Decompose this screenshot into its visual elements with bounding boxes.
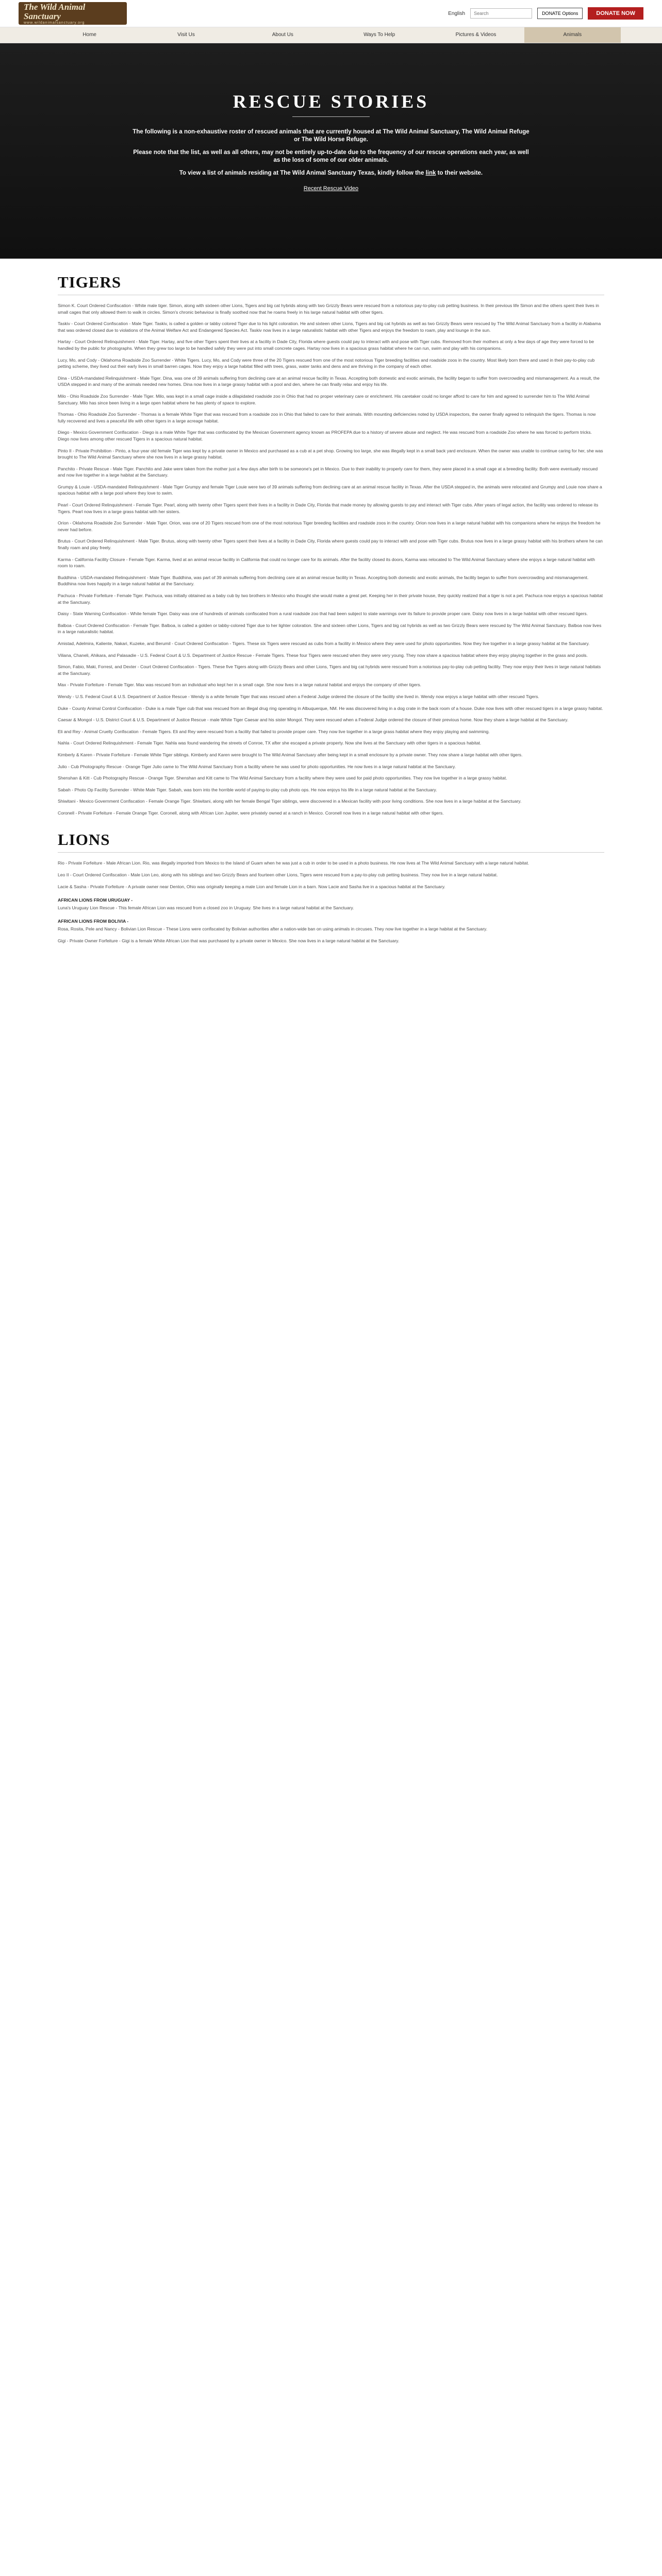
main-nav <box>0 27 662 43</box>
animal-entry: Leo II - Court Ordered Confiscation - Male Lion Leo, along with his siblings and two Grizzly Bears and fourteen other Lions, Tigers were rescued from a pay-to-play cub petting business. They now live in a large natural habitat. <box>58 872 498 878</box>
animal-entry: Shiwitani - Mexico Government Confiscation - Female Orange Tiger. Shiwitani, along with her female Bengal Tiger siblings, were discovered in a Mexican facility with poor living conditions. She now lives in a large habitat at the Sanctuary. <box>58 799 522 804</box>
animal-entry: Julio - Cub Photography Rescue - Orange Tiger Julio came to The Wild Animal Sanctuary from a facility where he was used for photo opportunities. He now lives in a large natural habitat at the Sanctuary. <box>58 764 456 769</box>
animal-entry: Brutus - Court Ordered Relinquishment - Male Tiger. Brutus, along with twenty other Tigers spent their lives at a facility in Dade City, Florida where guests could pay to interact with and pose with Tiger cubs. Brutus now lives in a large grassy habitat with his brothers where he can finally roam and play freely. <box>58 538 603 551</box>
animal-entry: Panchito - Private Rescue - Male Tiger. Panchito and Jake were taken from the mother just a few days after birth to be someone's pet in Mexico. Due to their inability to properly care for them, they were placed in a small cage at a breeding facility. Both were eventually rescued and now live together in a large habitat at the Sanctuary. <box>58 466 598 478</box>
page-title: RESCUE STORIES <box>233 91 429 112</box>
subsection-heading: AFRICAN LIONS FROM URUGUAY - <box>58 897 133 903</box>
animal-entry: Rosa, Rosita, Pele and Nancy - Bolivian Lion Rescue - These Lions were confiscated by Bolivian authorities after a nation-wide ban on using animals in circuses. They now live together in a large habitat at the Sanctuary. <box>58 926 488 932</box>
nav-item-pictures-videos[interactable]: Pictures & Videos <box>455 32 496 38</box>
animal-entry: Buddhina - USDA-mandated Relinquishment - Male Tiger. Buddhina, was part of 39 animals suffering from declining care at an animal rescue facility in Texas. Accepting both domestic and exotic animals, the facility began to suffer from overcrowding and mismanagement. Buddhina now lives happily in a large natural habitat at the Sanctuary. <box>58 574 589 587</box>
animal-entry: Orion - Oklahoma Roadside Zoo Surrender - Male Tiger. Orion, was one of 20 Tigers rescued from one of the most notorious Tiger breeding facilities and roadside zoos in the country. Orion now lives in a large natural habitat with his companions where he enjoys the freedom he never had before. <box>58 520 601 532</box>
animal-entry: Diego - Mexico Government Confiscation - Diego is a male White Tiger that was confiscated by the Mexican Government agency known as PROFEPA due to a history of severe abuse and neglect. He was rescued from a roadside Zoo where he was forced to perform tricks. Diego now lives among other rescued Tigers in a spacious natural habitat. <box>58 430 592 442</box>
top-right-controls <box>448 7 643 20</box>
animal-entry: Wendy - U.S. Federal Court & U.S. Department of Justice Rescue - Wendy is a white female Tiger that was rescued when a Federal Judge ordered the closure of the facility she lived in. Wendy now enjoys a large habitat with other rescued Tigers. <box>58 693 539 699</box>
search-input[interactable] <box>470 8 532 19</box>
logo-url: www.wildanimalsanctuary.org <box>24 21 85 25</box>
intro-paragraph: The following is a non-exhaustive roster of rescued animals that are currently housed at The Wild Animal Sanctuary, The Wild Animal Refuge or The Wild Horse Refuge. <box>133 129 529 143</box>
animal-entry: Pachuca - Private Forfeiture - Female Tiger. Pachuca, was initially obtained as a baby cub by two brothers in Mexico who thought she would make a great pet. Keeping her in their private house, they quickly realized that a tiger is not a pet. Pachuca now enjoys a spacious habitat at the Sanctuary. <box>58 593 603 605</box>
animal-entry: Daisy - State Warning Confiscation - White female Tiger. Daisy was one of hundreds of animals confiscated from a rural roadside zoo that had been subject to state warnings over its failure to provide proper care. Daisy now lives in a large habitat with other rescued tigers. <box>58 611 588 617</box>
content-sections <box>0 273 662 944</box>
animal-entry: Coronell - Private Forfeiture - Female Orange Tiger. Coronell, along with African Lion Jupiter, were privately owned at a ranch in Mexico. Coronell now lives in a large natural habitat with other tigers. <box>58 810 444 816</box>
subsection-heading: AFRICAN LIONS FROM BOLIVIA - <box>58 919 129 924</box>
animal-entry: Lacie & Sasha - Private Forfeiture - A private owner near Denton, Ohio was originally keeping a male Lion and female Lion in a barn. Now Lacie and Sasha live in a spacious habitat at the Sanctuary. <box>58 884 445 889</box>
animal-entry: Kimberly & Karen - Private Forfeiture - Female White Tiger siblings. Kimberly and Karen were brought to The Wild Animal Sanctuary after being kept in a small enclosure by a private owner. They now share a large habitat with other tigers. <box>58 752 523 757</box>
nav-item-animals[interactable]: Animals <box>524 27 621 43</box>
animal-entry: Max - Private Forfeiture - Female Tiger. Max was rescued from an individual who kept her in a small cage. She now lives in a large natural habitat and enjoys the company of other tigers. <box>58 682 422 688</box>
section-title: TIGERS <box>58 273 122 291</box>
animal-entry: Sabah - Photo Op Facility Surrender - White Male Tiger. Sabah, was born into the horrible world of paying-to-play cub photo ops. He now enjoys his life in a large natural habitat at the Sanctuary. <box>58 787 437 792</box>
section-title: LIONS <box>58 831 110 849</box>
animal-entry: Hartay - Court Ordered Relinquishment - Male Tiger. Hartay, and five other Tigers spent their lives at a facility in Dade City, Florida where guests could pay to interact with and pose with Tiger cubs. Removed from their mothers at only a few days of age they were forced to be handled by the public for photographs. When they grew too large to be handled safely they were put into small concrete cages. Hartay now lives in a spacious grass habitat where he can run, swim and play with his companions. <box>58 339 594 351</box>
section-lions <box>0 831 662 944</box>
animal-entry: Pearl - Court Ordered Relinquishment - Female Tiger. Pearl, along with twenty other Tigers spent their lives in a facility in Dade City, Florida that made money by allowing guests to pay and interact with Tiger cubs. After years of legal action, the facility was ordered to release its Tigers. Pearl now lives in a large grass habitat with her sisters. <box>58 502 599 514</box>
animal-entry: Grumpy & Louie - USDA-mandated Relinquishment - Male Tiger Grumpy and female Tiger Louie were two of 39 animals suffering from declining care at an animal rescue facility in Texas. After the USDA stepped in, the animals were relocated and Grumpy and Louie now share a spacious habitat with a large pool where they love to swim. <box>58 484 602 496</box>
animal-entry: Shenshan & Kitt - Cub Photography Rescue - Orange Tiger. Shenshan and Kitt came to The Wild Animal Sanctuary from a facility where they were used for paid photo opportunities. They now live together in a large grassy habitat. <box>58 775 507 781</box>
texas-link[interactable]: link <box>425 170 436 176</box>
animal-entry: Gigi - Private Owner Forfeiture - Gigi is a female White African Lion that was purchased by a private owner in Mexico. She now lives in a large natural habitat at the Sanctuary. <box>58 938 400 943</box>
nav-item-visit-us[interactable]: Visit Us <box>177 32 195 38</box>
animal-entry: Rio - Private Forfeiture - Male African Lion. Rio, was illegally imported from Mexico to the Island of Guam when he was just a cub in order to be used in a photo business. He now lives at The Wild Animal Sanctuary with a large natural habitat. <box>58 860 529 866</box>
logo[interactable] <box>19 2 127 25</box>
animal-entry: Simon K. Court Ordered Confiscation - White male tiger. Simon, along with sixteen other Lions, Tigers and big cat hybrids along with two Grizzly Bears were rescued from a notorious pay-to-play cub petting business. In their previous life Simon and the others spent their lives in small cages that only allowed them to walk in circles. Simon's chronic behaviour is finally soothed now that he roams freely in his large natural habitat with other tigers. <box>58 303 599 315</box>
animal-entry: Karma - California Facility Closure - Female Tiger. Karma, lived at an animal rescue facility in California that could no longer care for its animals. After the facility closed its doors, Karma was relocated to The Wild Animal Sanctuary where she enjoys a large natural habitat with room to roam. <box>58 556 595 569</box>
logo-title: The Wild Animal Sanctuary <box>24 2 86 21</box>
animal-entry: Pinto II - Private Prohibition - Pinto, a four-year old female Tiger was kept by a private owner in Mexico and purchased as a cub at a pet shop. Growing too large, she was illegally kept in a small back yard enclosure. When the owner was unable to continue caring for her, she was brought to The Wild Animal Sanctuary where she now lives in a large grassy habitat. <box>58 448 603 460</box>
animal-entry: Eli and Rey - Animal Cruelty Confiscation - Female Tigers. Eli and Rey were rescued from a facility that failed to provide proper care. They now live together in a large grass habitat where they enjoy playing and swimming. <box>58 728 490 734</box>
animal-entry: Luna's Uruguay Lion Rescue - This female African Lion was rescued from a closed zoo in Uruguay. She lives in a large natural habitat at the Sanctuary. <box>58 905 354 910</box>
nav-item-home[interactable]: Home <box>82 32 96 38</box>
animal-entry: Balboa - Court Ordered Confiscation - Female Tiger. Balboa, is called a golden or tabby-colored Tiger due to her lighter coloration. She and sixteen other Lions, Tigers and big cat hybrids as well as two Grizzly Bears were rescued by The Wild Animal Sanctuary. Balboa now lives in a large naturalistic habitat. <box>58 622 602 635</box>
section-tigers <box>0 273 662 816</box>
animal-entry: Simon, Fabio, Maki, Forrest, and Dexter - Court Ordered Confiscation - Tigers. These five Tigers along with Grizzly Bears and other Lions, Tigers and big cat hybrids were rescued from a notorious pay-to-play cub petting facility. They now enjoy their lives in large natural habitats at the Sanctuary. <box>58 664 601 676</box>
texas-text-prefix: To view a list of animals residing at The Wild Animal Sanctuary Texas, kindly follow the <box>179 170 424 176</box>
nav-item-about-us[interactable]: About Us <box>272 32 293 38</box>
language-selector[interactable]: English <box>448 10 466 16</box>
texas-text-suffix: to their website. <box>437 170 483 176</box>
animal-entry: Dina - USDA-mandated Relinquishment - Male Tiger. Dina, was one of 39 animals suffering from declining care at an animal rescue facility in Texas. Accepting both domestic and exotic animals, the facility began to suffer from overcrowding and mismanagement. As a result, the USDA stepped in and many of the animals needed new homes. Dina now lives in a large grassy habitat with a pool and den, where he can finally relax and enjoy his life. <box>58 375 600 387</box>
notice-paragraph: Please note that the list, as well as all others, may not be entirely up-to-date due to the frequency of our rescue operations each year, as well as the loss of some of our older animals. <box>133 149 529 163</box>
animal-entry: Taskiv - Court Ordered Confiscation - Male Tiger. Taskiv, is called a golden or tabby colored Tiger due to his light coloration. He and sixteen other Lions, Tigers and big cat hybrids as well as two Grizzly Bears were rescued by The Wild Animal Sanctuary from a facility in Alabama that was ordered closed due to violations of the Animal Welfare Act and Endangered Species Act. Taskiv now lives in a large naturalistic habitat with other Tigers and enjoys the freedom to roam, play and lounge in the sun. <box>58 321 601 333</box>
animal-entry: Viliana, Chaneli, Ahikara, and Palasadie - U.S. Federal Court & U.S. Department of Justice Rescue - Female Tigers. These four Tigers were rescued when they were very young. They now share a spacious habitat where they enjoy playing together in the grass and pools. <box>58 652 588 658</box>
animal-entry: Thomas - Ohio Roadside Zoo Surrender - Thomas is a female White Tiger that was rescued from a roadside zoo in Ohio that failed to care for their animals. With mounting deficiencies noted by USDA inspectors, the owner finally agreed to relinquish the tigers. Thomas is now fully recovered and lives a peaceful life with other tigers in a large acreage habitat. <box>58 412 596 423</box>
animal-entry: Duke - County Animal Control Confiscation - Duke is a male Tiger cub that was rescued from an illegal drug ring operating in Albuquerque, NM. He was discovered living in a dog crate in the back room of a house. Duke now lives with other rescued tigers in a large grassy habitat. <box>58 705 603 711</box>
rescue-video-link[interactable]: Recent Rescue Video <box>303 185 359 192</box>
animal-entry: Nahla - Court Ordered Relinquishment - Female Tiger. Nahla was found wandering the streets of Conroe, TX after she escaped a private property. Now she lives at the Sanctuary with other tigers in a spacious habitat. <box>58 740 482 746</box>
hero-banner <box>0 43 662 259</box>
nav-item-ways-to-help[interactable]: Ways To Help <box>363 32 395 38</box>
animal-entry: Milo - Ohio Roadside Zoo Surrender - Male Tiger. Milo, was kept in a small cage inside a dilapidated roadside zoo in Ohio that had no proper veterinary care or enrichment. His caretaker could no longer afford to care for him and agreed to surrender him to The Wild Animal Sanctuary. Milo has since been living in a large open habitat where he has plenty of space to explore. <box>58 393 589 405</box>
donate-now-button[interactable]: DONATE NOW <box>588 7 643 20</box>
top-bar <box>0 0 662 27</box>
animal-entry: Amistad, Adelmira, Kaliente, Nakari, Kuzeke, and Berumil - Court Ordered Confiscation - Tigers. These six Tigers were rescued as cubs from a facility in Mexico where they were used for photo opportunities. Now they live together in a large grassy habitat at the Sanctuary. <box>58 640 590 646</box>
section-divider <box>58 852 604 853</box>
donate-options-button[interactable]: DONATE Options <box>537 8 583 19</box>
title-divider <box>292 116 370 117</box>
animal-entry: Lucy, Mo, and Cody - Oklahoma Roadside Zoo Surrender - White Tigers. Lucy, Mo, and Cody were three of the 20 Tigers rescued from one of the most notorious Tiger breeding facilities and roadside zoos in the country. Most likely born there and used in their pay-to-play cub petting scheme, they lived out their early lives in small barren cages. Now they enjoy a large habitat filled with trees, grass, water tanks and dens and are thriving in the company of each other. <box>58 357 595 369</box>
animal-entry: Caesar & Mongol - U.S. District Court & U.S. Department of Justice Rescue - male White Tiger Caesar and his sister Mongol. They were rescued when a Federal Judge ordered the closure of their previous home. Now they share a large habitat at the Sanctuary. <box>58 717 569 723</box>
texas-paragraph <box>130 170 532 177</box>
